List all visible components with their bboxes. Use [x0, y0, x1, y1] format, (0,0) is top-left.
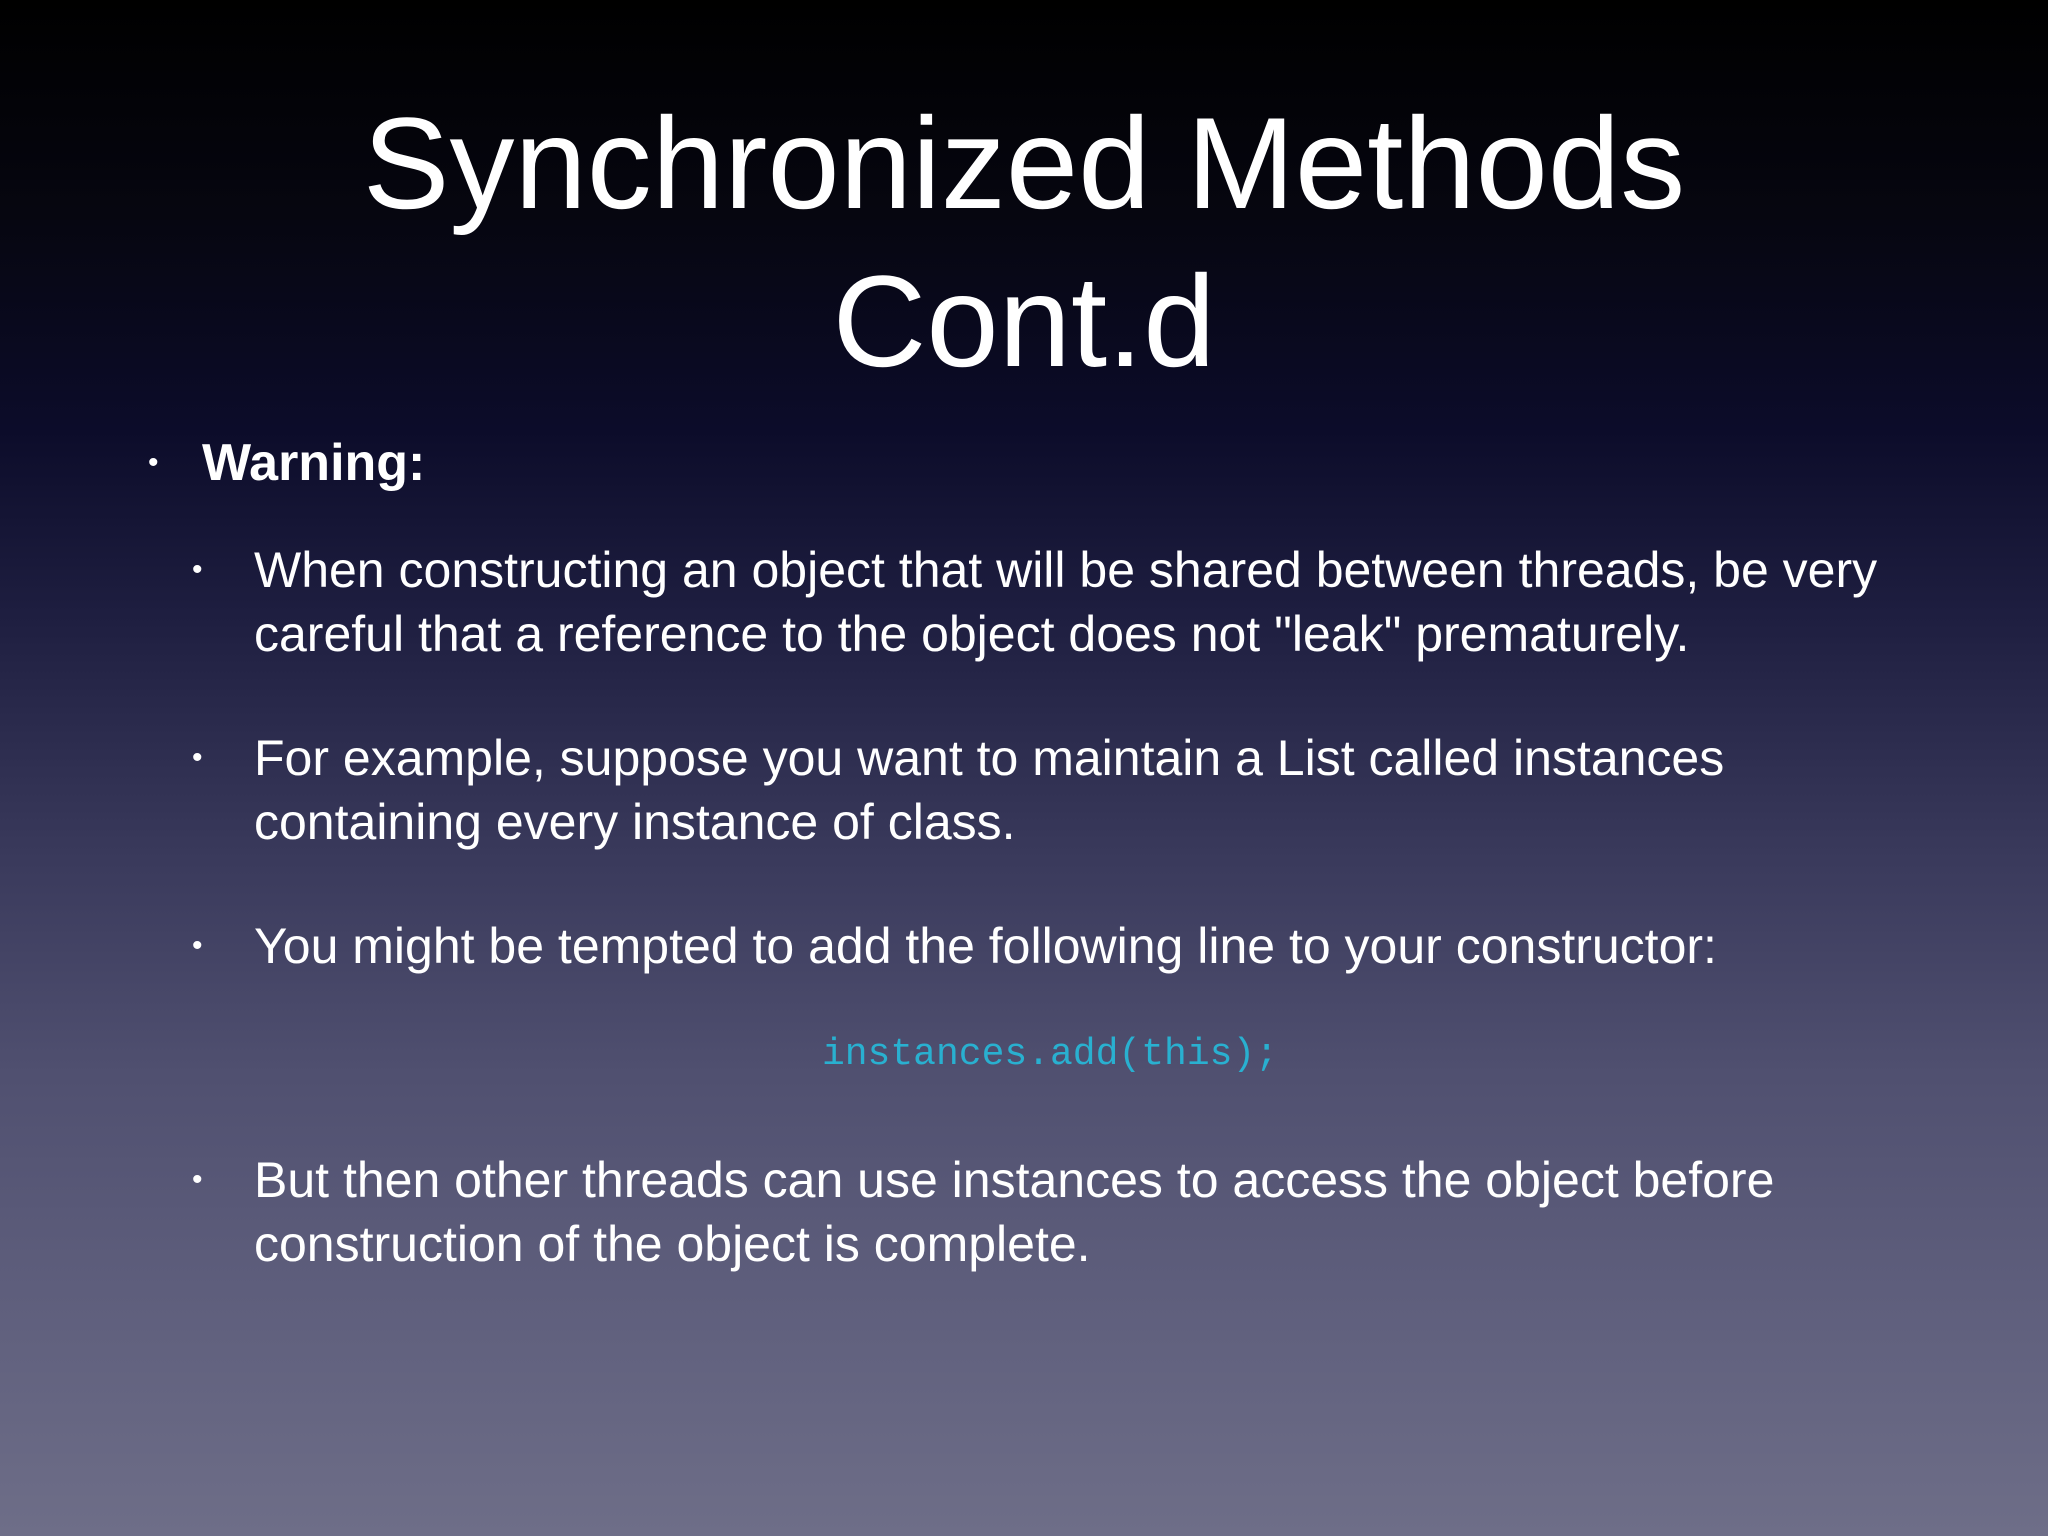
sub-bullet-example	[192, 726, 1900, 854]
sub-bullet-text: When constructing an object that will be shared between threads, be very careful that a reference to the object does not "leak" prematurely.	[254, 542, 1878, 662]
warning-bullet	[140, 430, 1900, 496]
code-snippet: instances.add(this);	[821, 1033, 1279, 1076]
slide-body	[140, 430, 1900, 1336]
sub-bullet-text: But then other threads can use instances to access the object before construction of the object is complete.	[254, 1152, 1775, 1272]
title-line-2: Cont.d	[832, 248, 1216, 394]
sub-bullet-leak	[192, 538, 1900, 666]
bullet-icon: •	[192, 741, 203, 774]
title-line-1: Synchronized Methods	[362, 90, 1686, 236]
slide-title	[0, 84, 2048, 400]
sub-bullet-text: You might be tempted to add the following line to your constructor:	[254, 918, 1717, 974]
sub-bullet-text: For example, suppose you want to maintain a List called instances containing every instance of class.	[254, 730, 1725, 850]
bullet-icon: •	[192, 1163, 203, 1196]
bullet-icon: •	[148, 446, 159, 479]
sub-bullet-other-threads	[192, 1148, 1900, 1276]
bullet-icon: •	[192, 929, 203, 962]
warning-label: Warning:	[202, 434, 426, 492]
bullet-icon: •	[192, 553, 203, 586]
sub-bullet-tempted	[192, 914, 1900, 978]
